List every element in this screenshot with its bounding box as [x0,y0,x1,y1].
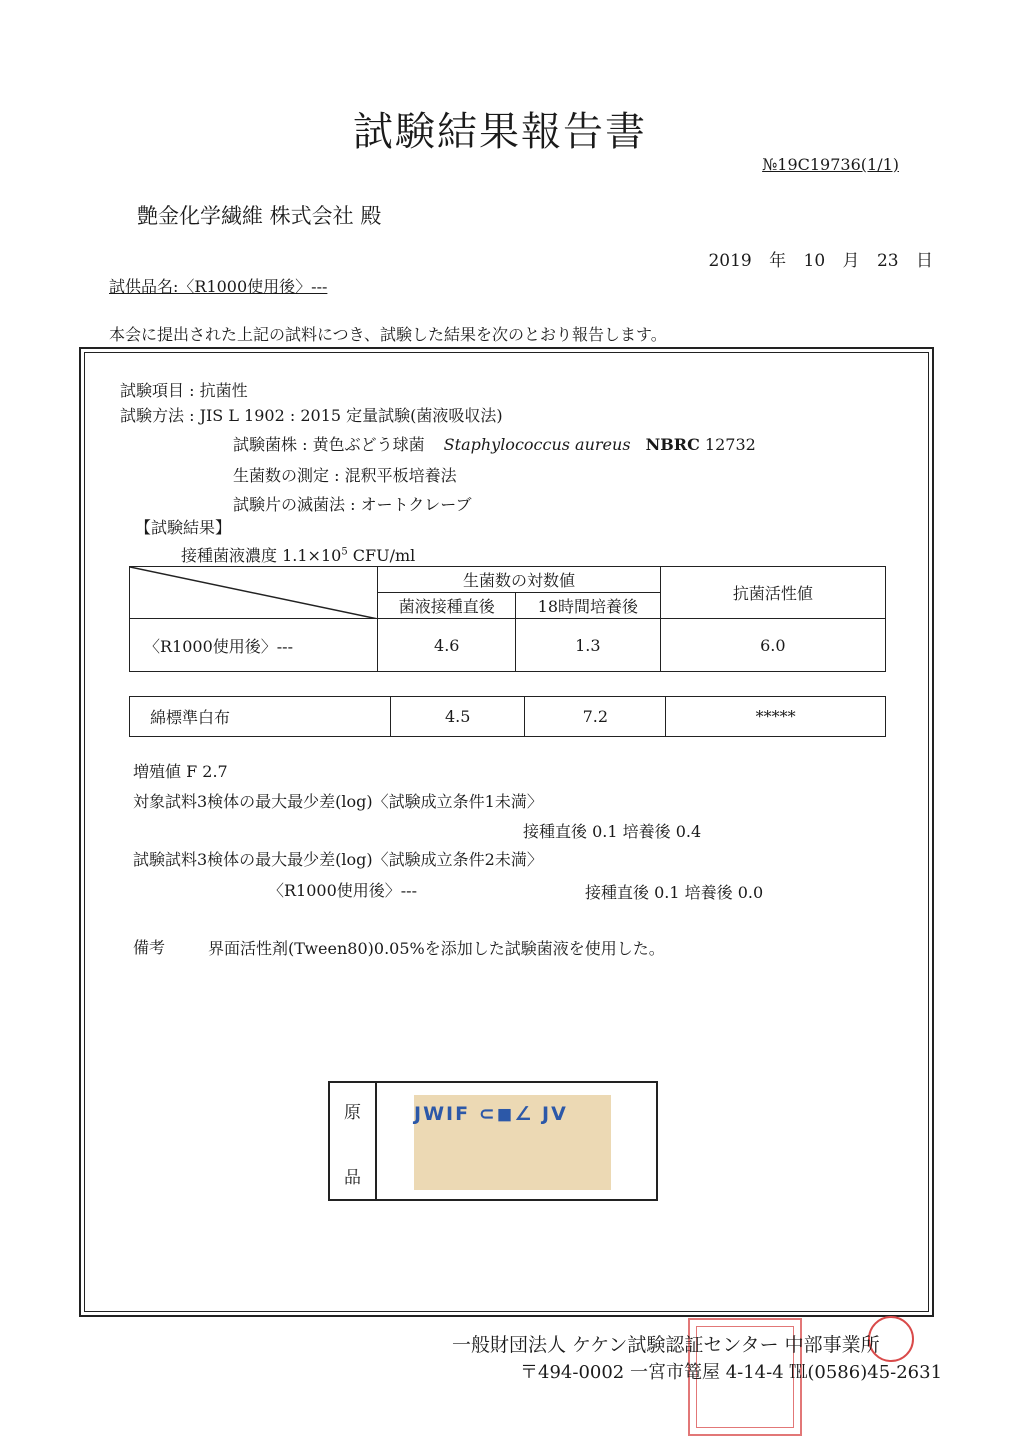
condition-1: 対象試料3検体の最大最少差(log)〈試験成立条件1未満〉 [133,792,543,811]
organization-address: 〒494-0002 一宮市篭屋 4-14-4 ℡(0586)45-2631 [520,1362,943,1383]
issuing-organization: 一般財団法人 ケケン試験認証センター 中部事業所 [452,1334,880,1356]
cell-18h: 1.3 [516,619,661,672]
remarks-text: 界面活性剤(Tween80)0.05%を添加した試験菌液を使用した。 [208,939,665,958]
cell-activity: 6.0 [660,619,885,672]
table-corner-cell [130,567,378,619]
count-method: 生菌数の測定 : 混釈平板培養法 [233,466,457,485]
table-row [130,619,886,672]
original-label-bottom: 品 [344,1168,361,1188]
strain-species: Staphylococcus aureus [443,435,631,454]
cell-immediate: 4.6 [378,619,516,672]
condition-1-values: 接種直後 0.1 培養後 0.4 [523,822,702,841]
inoculum-exponent: 5 [341,546,348,558]
col-header-18h: 18時間培養後 [516,593,661,619]
results-heading: 【試験結果】 [135,518,232,537]
condition-2-sample: 〈R1000使用後〉--- [268,881,417,900]
control-18h: 7.2 [525,697,666,737]
strain-bank: NBRC [645,435,700,454]
remarks-label: 備考 [133,938,166,957]
col-header-activity: 抗菌活性値 [660,567,885,619]
sterilization-method: 試験片の滅菌法 : オートクレーブ [233,495,472,514]
addressee: 艶金化学繊維 株式会社 殿 [137,204,382,228]
sample-tag-text: JWIF ⊂◼∠ JV [414,1103,568,1125]
inoculum-prefix: 接種菌液濃度 1.1×10 [181,546,342,565]
inoculum-suffix: CFU/ml [347,546,416,565]
report-date: 2019 年 10 月 23 日 [708,251,933,271]
group-header: 生菌数の対数値 [378,567,660,593]
control-activity: ***** [666,697,886,737]
intro-text: 本会に提出された上記の試料につき、試験した結果を次のとおり報告します。 [109,325,667,344]
row-label: 〈R1000使用後〉--- [130,619,378,672]
document-number: №19C19736(1/1) [762,155,899,174]
report-title: 試験結果報告書 [353,109,647,155]
table-row [130,697,886,737]
sample-name: 試供品名:〈R1000使用後〉--- [109,277,328,296]
control-immediate: 4.5 [391,697,525,737]
diagonal-line [130,567,378,619]
original-sample-divider [375,1081,377,1201]
test-item: 試験項目 : 抗菌性 [120,381,248,400]
control-table [129,696,886,737]
inoculum-concentration [181,543,415,566]
control-label: 綿標準白布 [130,697,391,737]
test-method: 試験方法 : JIS L 1902 : 2015 定量試験(菌液吸収法) [120,406,503,425]
col-header-immediate: 菌液接種直後 [378,593,516,619]
strain-label: 試験菌株 : 黄色ぶどう球菌 [233,435,425,454]
original-label-top: 原 [344,1103,361,1123]
condition-2: 試験試料3検体の最大最少差(log)〈試験成立条件2未満〉 [133,850,543,869]
condition-2-values: 接種直後 0.1 培養後 0.0 [585,883,764,902]
growth-value: 増殖値 F 2.7 [133,762,228,781]
results-table [129,566,886,672]
test-strain [233,432,756,455]
strain-number: 12732 [704,435,756,454]
